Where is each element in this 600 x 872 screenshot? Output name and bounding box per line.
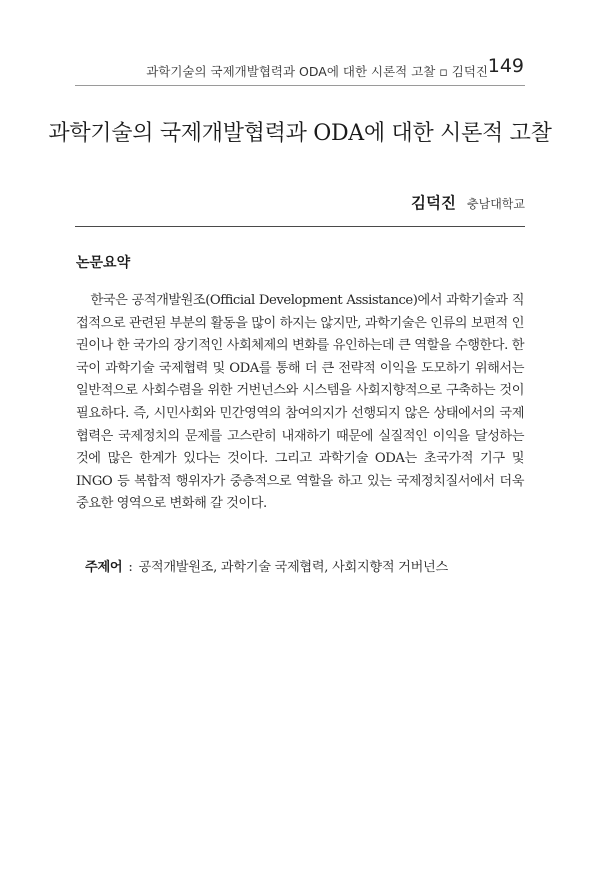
author-affiliation: 충남대학교	[467, 197, 525, 211]
header-rule	[75, 85, 525, 86]
author-name: 김덕진	[411, 193, 456, 212]
keywords	[85, 556, 448, 575]
running-header	[0, 0, 600, 86]
abstract-heading: 논문요약	[76, 255, 131, 271]
author-rule	[75, 226, 525, 227]
abstract-body: 한국은 공적개발원조(Official Development Assistance)에서 과학기술과 직접적으로 관련된 부분의 활동을 많이 하지는 않지만, 과학기술은 인류의 보편적 인권이나 한 국가의 장기적인 사회체제의 변화를 유인하는데 큰 역할을 수행한다. 한국이 과학기술 국제협력 및 ODA를 통해 더 큰 전략적 이익을 도모하기 위해서는 일반적으로 사회수렴을 위한 거번넌스와 시스템을 사회지향적으로 구축하는 것이 필요하다. 즉, 시민사회와 민간영역의 참여의지가 선행되지 않은 상태에서의 국제협력은 국제정치의 문제를 고스란히 내재하기 때문에 실질적인 이익을 달성하는 것에 많은 한계가 있다는 것이다. 그리고 과학기술 ODA는 초국가적 기구 및 INGO 등 복합적 행위자가 중층적으로 역할을 하고 있는 국제정치질서에서 더욱 중요한 영역으로 변화해 갈 것이다.	[76, 293, 524, 512]
keywords-separator: :	[128, 560, 133, 575]
keywords-label: 주제어	[85, 560, 123, 575]
paper-title: 과학기술의 국제개발협력과 ODA에 대한 시론적 고찰	[48, 121, 552, 146]
author-line	[411, 191, 525, 213]
keywords-text: 공적개발원조, 과학기술 국제협력, 사회지향적 거버넌스	[138, 560, 448, 575]
running-header-text: 과학기술의 국제개발협력과 ODA에 대한 시론적 고찰 ▫ 김덕진	[146, 64, 488, 79]
page-number: 149	[487, 55, 524, 77]
